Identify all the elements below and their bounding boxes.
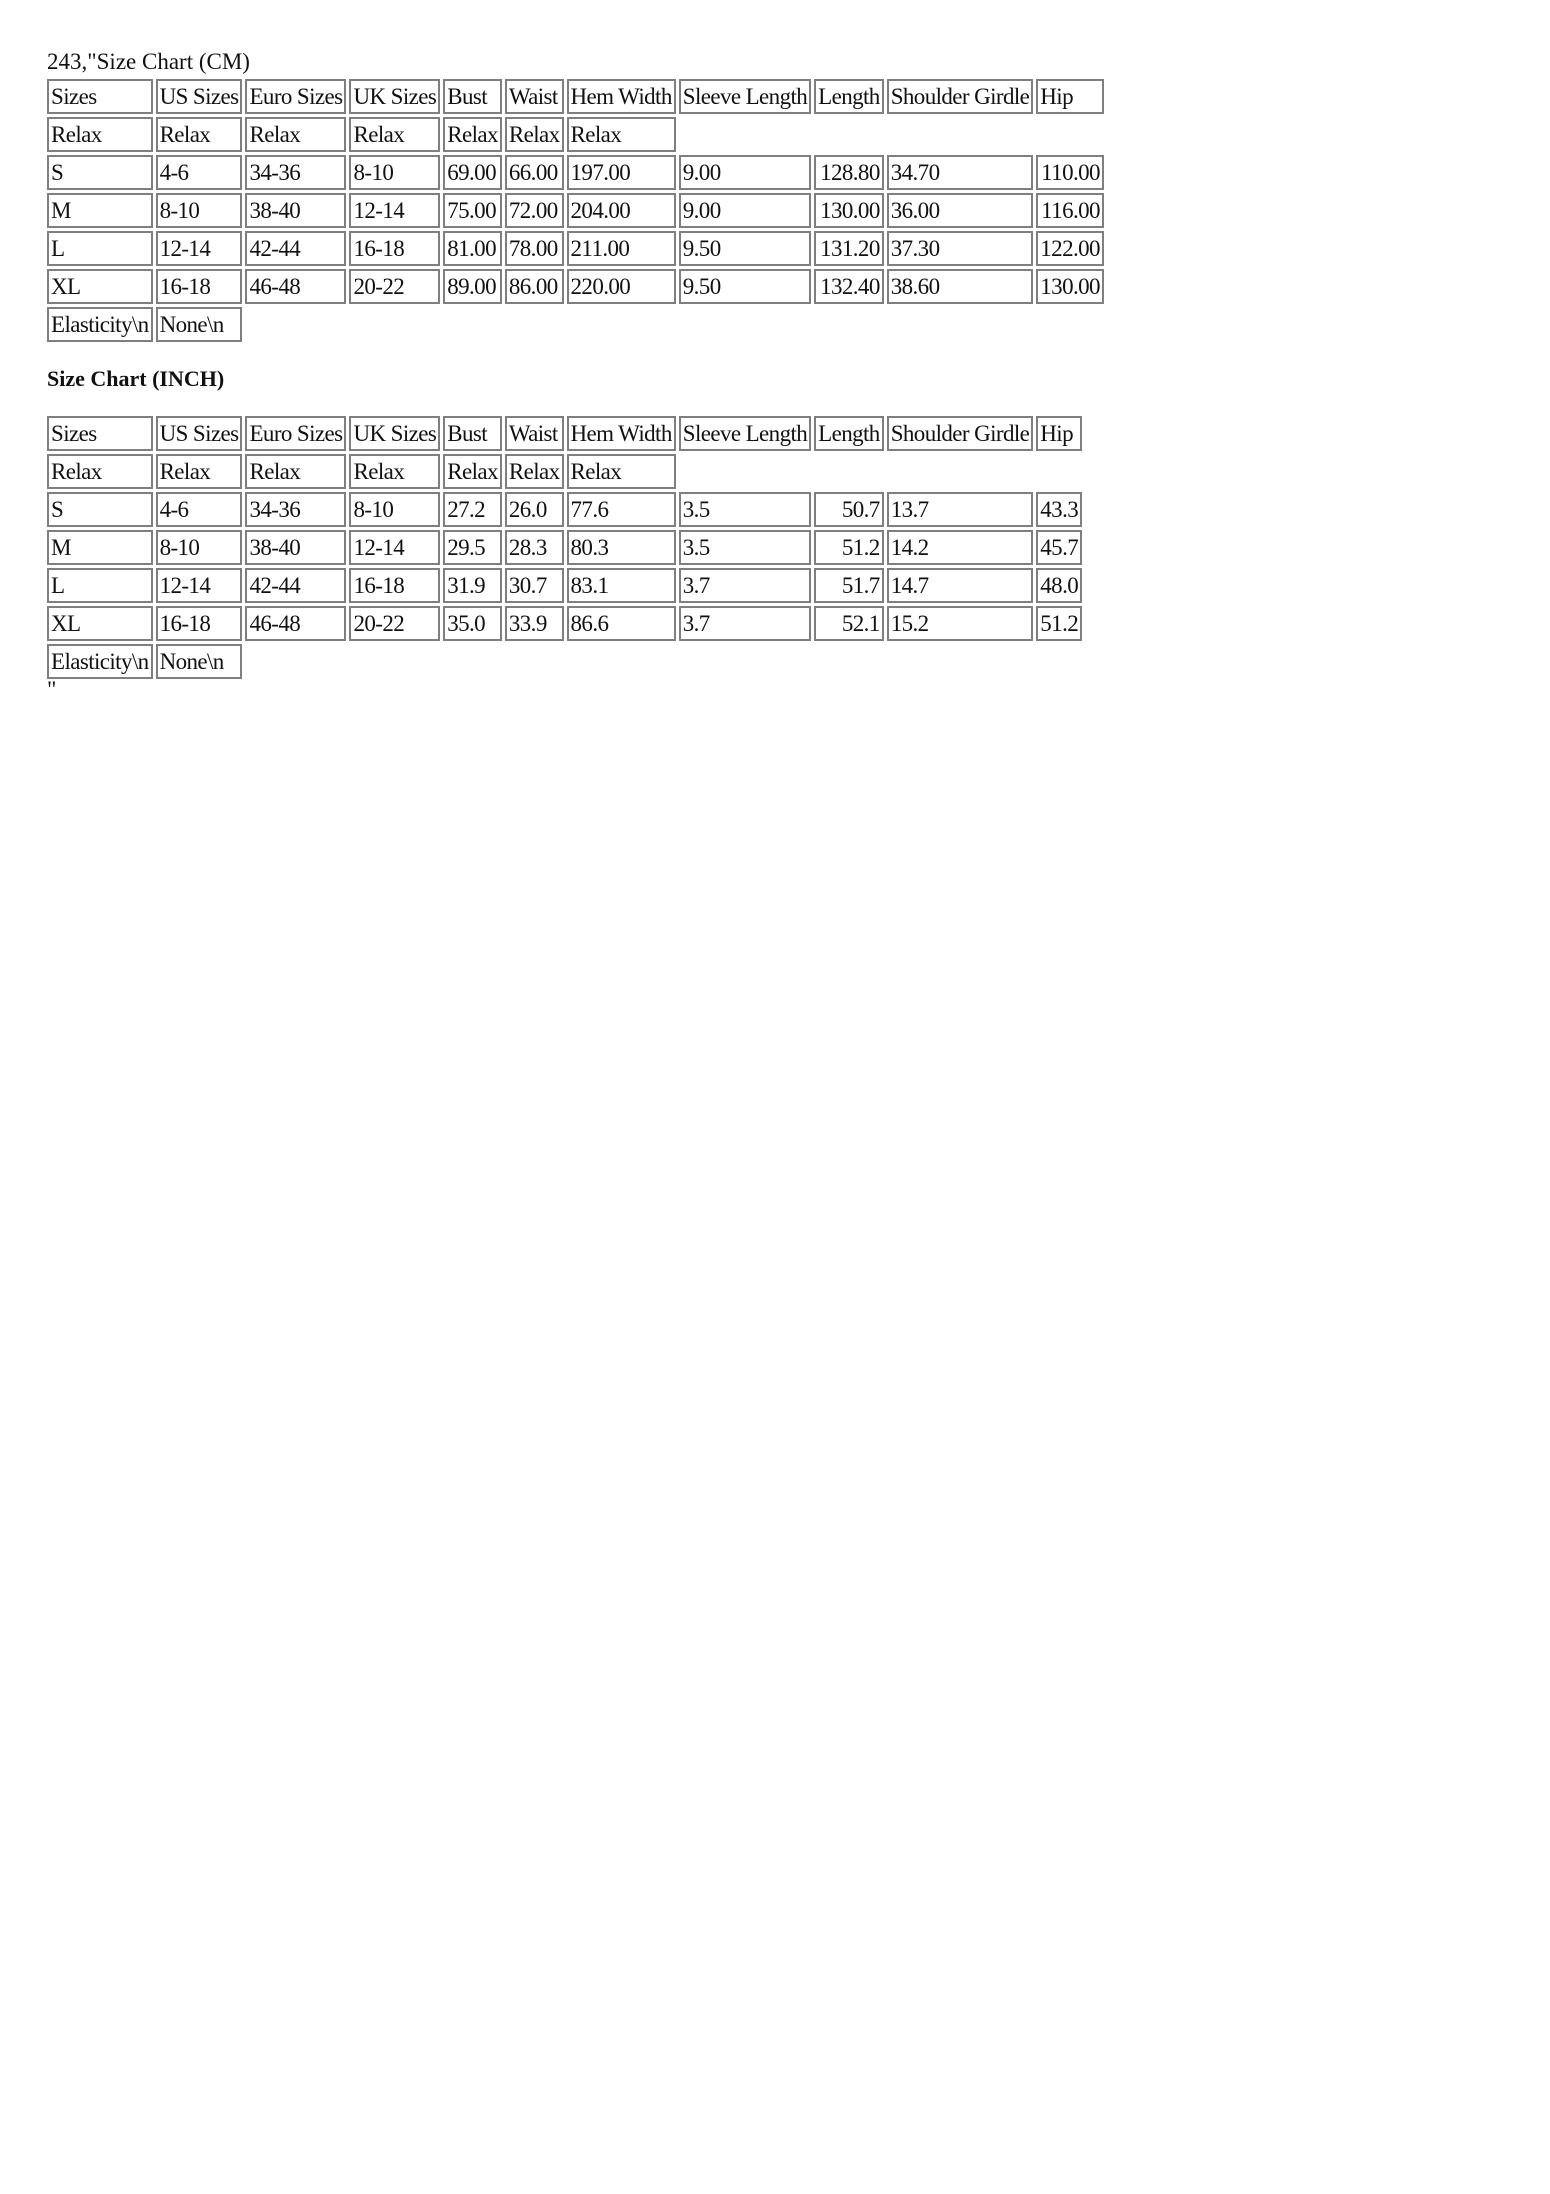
table-cell: 80.3	[567, 530, 676, 565]
relax-cell: Relax	[443, 117, 502, 152]
table-cell: S	[47, 492, 153, 527]
table-cell: 36.00	[887, 193, 1034, 228]
table-cell: 122.00	[1036, 231, 1104, 266]
header-cell: Hem Width	[567, 79, 676, 114]
table-cell: 29.5	[443, 530, 502, 565]
table-cell: 33.9	[505, 606, 564, 641]
table-cell: 16-18	[156, 606, 243, 641]
table-cell: 132.40	[814, 269, 884, 304]
table-cell: 31.9	[443, 568, 502, 603]
table-cell: 69.00	[443, 155, 502, 190]
table-cell: 4-6	[156, 492, 243, 527]
table-cell: 50.7	[814, 492, 884, 527]
table-cell: 8-10	[349, 492, 440, 527]
table-cell: 4-6	[156, 155, 243, 190]
relax-cell: Relax	[505, 117, 564, 152]
table-row	[47, 568, 1082, 603]
header-cell: UK Sizes	[349, 416, 440, 451]
table-cell: 89.00	[443, 269, 502, 304]
table-cell: 77.6	[567, 492, 676, 527]
table-cell: 211.00	[567, 231, 676, 266]
relax-cell: Relax	[349, 117, 440, 152]
table-cell: 42-44	[245, 231, 346, 266]
table-cell: 20-22	[349, 606, 440, 641]
empty-cell	[679, 117, 1104, 152]
table-cell: 128.80	[814, 155, 884, 190]
table-cell: 9.50	[679, 231, 811, 266]
table-cell: L	[47, 568, 153, 603]
header-cell: Bust	[443, 416, 502, 451]
table-cell: 66.00	[505, 155, 564, 190]
elasticity-cell: Elasticity\n	[47, 307, 153, 342]
relax-row	[47, 117, 1104, 152]
header-cell: Hem Width	[567, 416, 676, 451]
relax-cell: Relax	[349, 454, 440, 489]
table-cell: 27.2	[443, 492, 502, 527]
table-cell: 116.00	[1036, 193, 1104, 228]
elasticity-cell: None\n	[156, 307, 243, 342]
table-cell: 13.7	[887, 492, 1034, 527]
table-cell: 43.3	[1036, 492, 1082, 527]
relax-cell: Relax	[47, 454, 153, 489]
table-cell: 130.00	[1036, 269, 1104, 304]
table-cell: 48.0	[1036, 568, 1082, 603]
table-cell: 86.00	[505, 269, 564, 304]
relax-cell: Relax	[505, 454, 564, 489]
table-cell: XL	[47, 269, 153, 304]
table-cell: 46-48	[245, 606, 346, 641]
table-cell: 131.20	[814, 231, 884, 266]
elasticity-row	[47, 644, 1082, 679]
relax-cell: Relax	[567, 117, 676, 152]
elasticity-cell: Elasticity\n	[47, 644, 153, 679]
table-cell: 52.1	[814, 606, 884, 641]
header-cell: Bust	[443, 79, 502, 114]
table-cell: 38-40	[245, 193, 346, 228]
empty-cell	[245, 307, 1103, 342]
header-cell: Hip	[1036, 79, 1104, 114]
empty-cell	[245, 644, 1082, 679]
table-cell: 9.50	[679, 269, 811, 304]
table-cell: 220.00	[567, 269, 676, 304]
table-cell: 16-18	[349, 231, 440, 266]
table-cell: 72.00	[505, 193, 564, 228]
table-cell: 42-44	[245, 568, 346, 603]
size-chart-inch-table	[44, 413, 1085, 682]
table-row	[47, 231, 1104, 266]
header-cell: US Sizes	[156, 79, 243, 114]
table-cell: 12-14	[156, 231, 243, 266]
table-cell: 86.6	[567, 606, 676, 641]
table-cell: 38-40	[245, 530, 346, 565]
elasticity-row	[47, 307, 1104, 342]
relax-cell: Relax	[156, 117, 243, 152]
table-cell: 34-36	[245, 155, 346, 190]
header-row	[47, 416, 1082, 451]
header-cell: Waist	[505, 79, 564, 114]
table-cell: 35.0	[443, 606, 502, 641]
table-cell: 3.5	[679, 530, 811, 565]
table-row	[47, 606, 1082, 641]
table-cell: 3.7	[679, 568, 811, 603]
relax-cell: Relax	[443, 454, 502, 489]
table-row	[47, 492, 1082, 527]
table-cell: 16-18	[156, 269, 243, 304]
table-cell: XL	[47, 606, 153, 641]
table-cell: 78.00	[505, 231, 564, 266]
table-cell: 38.60	[887, 269, 1034, 304]
relax-cell: Relax	[567, 454, 676, 489]
header-cell: UK Sizes	[349, 79, 440, 114]
table-cell: 37.30	[887, 231, 1034, 266]
table-cell: 75.00	[443, 193, 502, 228]
header-cell: Waist	[505, 416, 564, 451]
table-cell: 3.5	[679, 492, 811, 527]
header-cell: Sizes	[47, 416, 153, 451]
table-cell: 110.00	[1036, 155, 1104, 190]
table-cell: 9.00	[679, 193, 811, 228]
closing-quote: "	[47, 677, 57, 702]
elasticity-cell: None\n	[156, 644, 243, 679]
table-cell: 15.2	[887, 606, 1034, 641]
table-cell: 34.70	[887, 155, 1034, 190]
title-line: 243,"Size Chart (CM)	[47, 49, 250, 74]
document-page	[47, 48, 1507, 702]
table-cell: M	[47, 530, 153, 565]
relax-cell: Relax	[156, 454, 243, 489]
table-cell: 204.00	[567, 193, 676, 228]
inch-heading: Size Chart (INCH)	[47, 366, 225, 391]
relax-cell: Relax	[245, 454, 346, 489]
table-cell: 8-10	[156, 530, 243, 565]
header-cell: Sizes	[47, 79, 153, 114]
table-cell: 20-22	[349, 269, 440, 304]
header-cell: Length	[814, 79, 884, 114]
table-cell: 51.2	[814, 530, 884, 565]
relax-cell: Relax	[47, 117, 153, 152]
table-cell: S	[47, 155, 153, 190]
size-chart-cm-table	[44, 76, 1107, 345]
table-cell: 9.00	[679, 155, 811, 190]
table-cell: 30.7	[505, 568, 564, 603]
table-cell: 8-10	[349, 155, 440, 190]
table-cell: 83.1	[567, 568, 676, 603]
table-cell: M	[47, 193, 153, 228]
table-cell: 12-14	[349, 193, 440, 228]
header-cell: Sleeve Length	[679, 416, 811, 451]
table-cell: 34-36	[245, 492, 346, 527]
empty-cell	[679, 454, 1082, 489]
table-cell: L	[47, 231, 153, 266]
table-cell: 81.00	[443, 231, 502, 266]
table-cell: 28.3	[505, 530, 564, 565]
table-cell: 14.2	[887, 530, 1034, 565]
table-cell: 46-48	[245, 269, 346, 304]
table-cell: 197.00	[567, 155, 676, 190]
table-cell: 12-14	[349, 530, 440, 565]
table-cell: 12-14	[156, 568, 243, 603]
table-cell: 45.7	[1036, 530, 1082, 565]
header-cell: Shoulder Girdle	[887, 79, 1034, 114]
header-cell: Euro Sizes	[245, 79, 346, 114]
header-cell: Euro Sizes	[245, 416, 346, 451]
relax-cell: Relax	[245, 117, 346, 152]
header-cell: Hip	[1036, 416, 1082, 451]
table-cell: 14.7	[887, 568, 1034, 603]
table-cell: 51.7	[814, 568, 884, 603]
header-cell: US Sizes	[156, 416, 243, 451]
table-cell: 3.7	[679, 606, 811, 641]
table-cell: 16-18	[349, 568, 440, 603]
table-cell: 26.0	[505, 492, 564, 527]
relax-row	[47, 454, 1082, 489]
table-cell: 8-10	[156, 193, 243, 228]
table-row	[47, 530, 1082, 565]
header-cell: Shoulder Girdle	[887, 416, 1034, 451]
table-row	[47, 193, 1104, 228]
header-row	[47, 79, 1104, 114]
table-cell: 130.00	[814, 193, 884, 228]
table-row	[47, 269, 1104, 304]
table-cell: 51.2	[1036, 606, 1082, 641]
header-cell: Length	[814, 416, 884, 451]
table-row	[47, 155, 1104, 190]
header-cell: Sleeve Length	[679, 79, 811, 114]
